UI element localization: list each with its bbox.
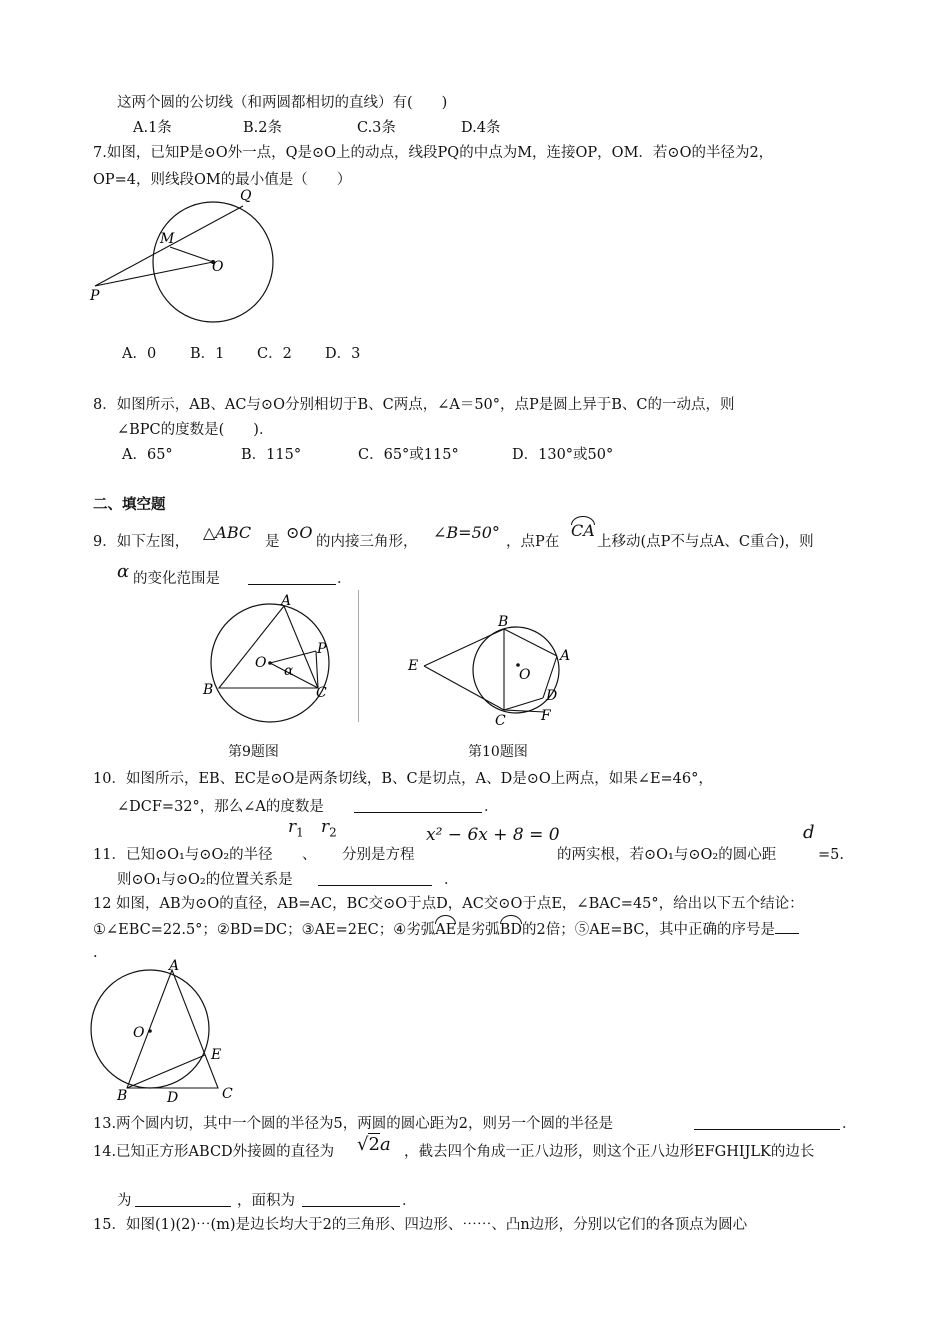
q14-text-3: 为 (117, 1193, 132, 1209)
q10-tangent-eb (424, 629, 504, 666)
q8-option-c: C．65°或115° (358, 447, 459, 463)
q7-label-o: O (212, 259, 224, 275)
q9-label-b: B (203, 682, 214, 698)
q7-label-m: M (160, 231, 175, 247)
q11-r1: $r_1$ (288, 817, 304, 840)
q11-text-1: 11．已知⊙O₁与⊙O₂的半径 (93, 847, 273, 863)
q9-text-2: 是 (265, 534, 280, 550)
q8-option-a: A．65° (122, 447, 173, 463)
q12-label-a: A (169, 958, 180, 974)
q9-label-a: A (281, 593, 292, 609)
q7-label-p: P (90, 288, 100, 304)
q9-triangle (219, 606, 318, 688)
q9-label-p: P (317, 641, 327, 657)
q12-arc-bd: BD (499, 922, 523, 938)
q8-stem-line2: ∠BPC的度数是( )． (117, 422, 274, 438)
q10-stem-line2: ∠DCF=32°，那么∠A的度数是 (117, 799, 324, 815)
q11-text-3: 分别是方程 (342, 847, 415, 863)
q12-stem-line2 (93, 919, 799, 939)
q7-option-a: A．0 (122, 346, 157, 362)
q9-segment-oc (270, 663, 318, 688)
q9-circle-o: ⊙O (286, 523, 313, 542)
q9-center-dot (268, 661, 272, 665)
q14-sqrt2a (357, 1136, 391, 1154)
section-title-fill-in: 二、填空题 (93, 497, 166, 513)
q13-answer-blank (694, 1115, 840, 1135)
q10-figure (400, 608, 590, 728)
q11-r2: $r_2$ (321, 817, 337, 840)
q9-answer-blank (248, 570, 336, 590)
q12-segment-be (127, 1055, 205, 1088)
q12-text-b: 是劣弧 (456, 922, 500, 938)
q9-arc-ca (571, 522, 595, 540)
q14-text-4: ，面积为 (237, 1193, 295, 1209)
q14-text-2: ，截去四个角成一正八边形，则这个正八边形EFGHIJLK的边长 (404, 1144, 815, 1160)
q9-text-3: 的内接三角形， (316, 534, 418, 550)
q14-radical-sign: √ (357, 1134, 369, 1155)
q11-text-6: 则⊙O₁与⊙O₂的位置关系是 (117, 872, 293, 888)
q6-option-d: D.4条 (461, 120, 501, 136)
q10-label-c: C (495, 713, 506, 729)
q8-option-b: B．115° (241, 447, 302, 463)
q12-label-o: O (133, 1025, 145, 1041)
q7-label-q: Q (240, 188, 252, 204)
q12-label-c: C (222, 1086, 233, 1102)
q9-arc-ca-label: CA (571, 521, 595, 540)
q15-stem-line1: 15．如图(1)(2)⋯(m)是边长均大于2的三角形、四边形、⋯⋯、凸n边形，分别以它们的各顶点为圆心 (93, 1217, 748, 1233)
q12-label-d: D (167, 1090, 179, 1106)
q12-label-e: E (211, 1047, 222, 1063)
q10-label-b: B (498, 614, 509, 630)
q11-equation: x² − 6x + 8 = 0 (426, 825, 560, 845)
q7-stem-line1: 7.如图，已知P是⊙O外一点，Q是⊙O上的动点，线段PQ的中点为M，连接OP，OM．若⊙O的半径为2， (93, 145, 774, 161)
q10-stem-end: ． (484, 799, 499, 815)
q6-option-a: A.1条 (133, 120, 172, 136)
q11-text-2: 、 (302, 847, 317, 863)
q10-label-a: A (560, 648, 571, 664)
q9-caption: 第9题图 (228, 744, 279, 760)
q10-label-o: O (519, 667, 531, 683)
q14-blank-area (302, 1192, 400, 1212)
q7-stem-line2: OP=4，则线段OM的最小值是（ ） (93, 172, 352, 188)
q10-tangent-ec (424, 666, 504, 710)
q9-text-4: ，点P在 (506, 534, 560, 550)
q12-text-c: 的2倍；⑤AE=BC，其中正确的序号是 (522, 922, 775, 938)
q12-text-a: ①∠EBC=22.5°；②BD=DC；③AE=2EC；④劣弧 (93, 922, 436, 938)
q9-label-o: O (255, 655, 267, 671)
q12-center-dot (148, 1029, 152, 1033)
q7-figure (80, 180, 290, 315)
q12-stem-line3: . (93, 945, 98, 961)
q12-answer-blank (775, 919, 799, 934)
q14-variable-a: a (379, 1134, 391, 1155)
q12-arc-ae: AE (435, 922, 457, 938)
q10-caption: 第10题图 (468, 744, 528, 760)
q14-text-1: 14.已知正方形ABCD外接圆的直径为 (93, 1144, 335, 1160)
q11-answer-blank (318, 871, 432, 891)
q6-option-c: C.3条 (357, 120, 396, 136)
q9-triangle-abc: △ABC (203, 523, 252, 542)
q10-label-e: E (408, 658, 419, 674)
q9-label-alpha: α (284, 663, 294, 679)
q11-text-4: 的两实根，若⊙O₁与⊙O₂的圆心距 (557, 847, 777, 863)
q11-d: d (803, 822, 815, 843)
q9-text-1: 9．如下左图， (93, 534, 190, 550)
q8-stem-line1: 8．如图所示，AB、AC与⊙O分别相切于B、C两点，∠A＝50°，点P是圆上异于B、C的一动点，则 (93, 397, 735, 413)
q9-angle-b: ∠B=50° (433, 523, 500, 542)
q9-text-7: ． (337, 571, 352, 587)
q10-label-f: F (541, 708, 551, 724)
q14-radicand: 2 (368, 1134, 380, 1155)
q7-option-c: C．2 (257, 346, 292, 362)
q14-text-5: ． (402, 1193, 417, 1209)
q9-text-6: 的变化范围是 (133, 571, 220, 587)
q10-label-d: D (546, 688, 558, 704)
q13-stem-end: ． (842, 1116, 857, 1132)
q11-text-7: ． (444, 872, 459, 888)
q14-blank-side (135, 1192, 231, 1212)
q9-segment-op (270, 651, 316, 663)
q13-stem: 13.两个圆内切，其中一个圆的半径为5，两圆的圆心距为2，则另一个圆的半径是 (93, 1116, 614, 1132)
figure-divider (358, 590, 359, 722)
q6-option-b: B.2条 (243, 120, 282, 136)
q9-label-c: C (316, 685, 327, 701)
q9-text-5: 上移动(点P不与点A、C重合)，则 (597, 534, 814, 550)
q7-option-d: D．3 (325, 346, 361, 362)
q10-answer-blank (354, 798, 482, 818)
q7-option-b: B．1 (190, 346, 225, 362)
q12-stem-line1: 12 如图，AB为⊙O的直径，AB=AC，BC交⊙O于点D，AC交⊙O于点E，∠BAC=45°，给出以下五个结论： (93, 896, 804, 912)
q9-figure (195, 595, 345, 730)
q10-stem-line1: 10．如图所示，EB、EC是⊙O是两条切线，B、C是切点，A、D是⊙O上两点，如果∠E=46°， (93, 771, 713, 787)
q7-segment-mo (170, 247, 213, 262)
q12-figure (85, 958, 245, 1106)
q9-alpha: α (117, 561, 130, 582)
q7-segment-po (95, 262, 213, 286)
q11-text-5: =5. (818, 847, 844, 863)
q6-stem: 这两个圆的公切线（和两圆都相切的直线）有( ) (117, 95, 448, 111)
q8-option-d: D．130°或50° (512, 447, 614, 463)
q10-chord-cd (504, 698, 543, 710)
q12-label-b: B (117, 1088, 128, 1104)
